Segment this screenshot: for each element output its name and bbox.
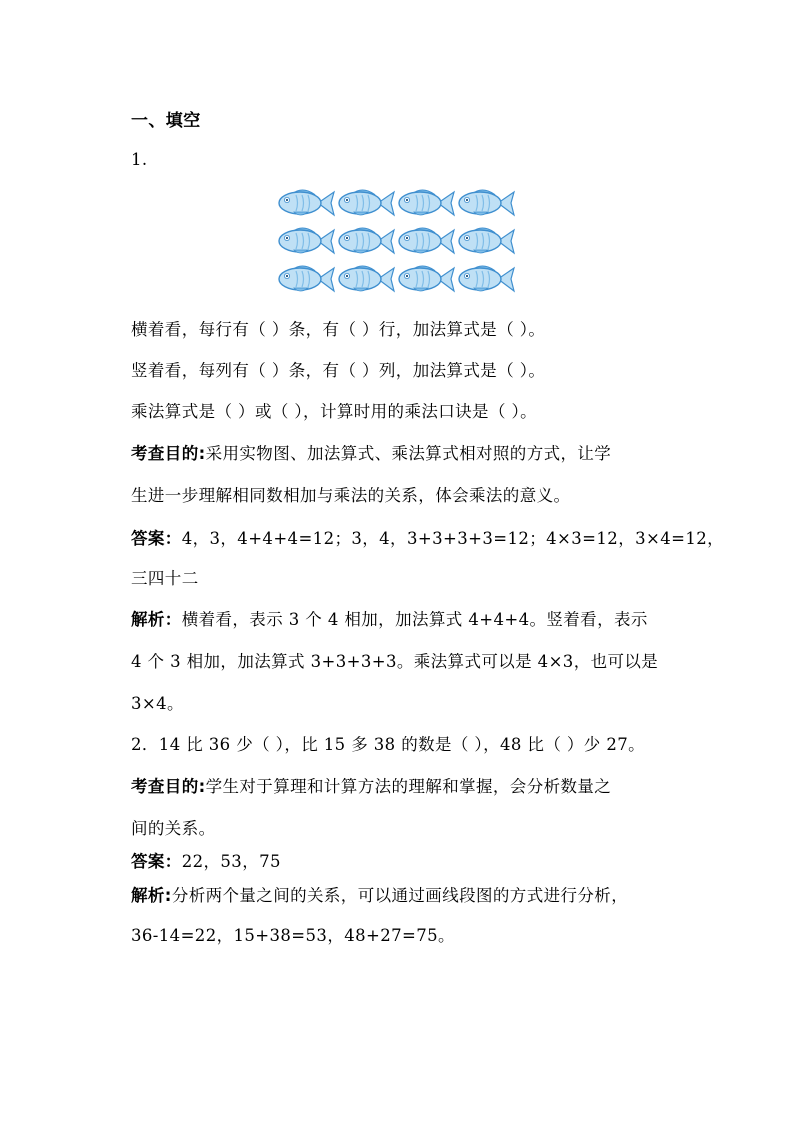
q1-analysis-text-1: 横着看，表示 3 个 4 相加，加法算式 4+4+4。竖着看，表示 bbox=[181, 610, 648, 629]
q2-purpose-text-2: 间的关系。 bbox=[131, 819, 216, 838]
q1-vertical-question: 竖着看，每列有（ ）条，有（ ）列，加法算式是（ ）。 bbox=[131, 361, 546, 380]
q1-answer-label: 答案： bbox=[131, 529, 182, 548]
question-1-number: 1. bbox=[131, 150, 148, 169]
q2-analysis-text-1: 分析两个量之间的关系，可以通过画线段图的方式进行分析， bbox=[171, 886, 629, 905]
fish-icon bbox=[339, 266, 394, 291]
q1-purpose bbox=[131, 440, 611, 464]
q1-analysis-text-2: 4 个 3 相加，加法算式 3+3+3+3。乘法算式可以是 4×3，也可以是 bbox=[131, 652, 659, 671]
fish-grid-svg bbox=[276, 184, 516, 300]
fish-icon bbox=[459, 266, 514, 291]
q1-purpose-text-2: 生进一步理解相同数相加与乘法的关系，体会乘法的意义。 bbox=[131, 486, 571, 505]
q2-answer-text: 22，53，75 bbox=[181, 852, 281, 871]
q1-purpose-text-1: 采用实物图、加法算式、乘法算式相对照的方式，让学 bbox=[205, 444, 612, 463]
fish-icon bbox=[339, 228, 394, 253]
fish-icon bbox=[279, 190, 334, 215]
q1-analysis bbox=[131, 606, 648, 630]
fish-icon bbox=[399, 266, 454, 291]
q2-answer-label: 答案： bbox=[131, 852, 182, 871]
fish-icon bbox=[279, 228, 334, 253]
q1-answer-text-2: 三四十二 bbox=[131, 569, 199, 588]
fish-grid-image bbox=[276, 184, 516, 300]
q2-answer bbox=[131, 848, 281, 872]
q1-analysis-label: 解析： bbox=[131, 610, 182, 629]
q2-purpose-label: 考查目的: bbox=[131, 777, 206, 796]
q2-purpose-text-1: 学生对于算理和计算方法的理解和掌握，会分析数量之 bbox=[205, 777, 612, 796]
q1-multiply-question: 乘法算式是（ ）或（ ），计算时用的乘法口诀是（ ）。 bbox=[131, 402, 538, 421]
fish-icon bbox=[279, 266, 334, 291]
q1-answer-text-1: 4，3，4+4+4=12；3，4，3+3+3+3=12；4×3=12，3×4=12， bbox=[181, 529, 725, 548]
q1-purpose-label: 考查目的: bbox=[131, 444, 206, 463]
q1-analysis-text-3: 3×4。 bbox=[131, 694, 184, 713]
q2-analysis-text-2: 36-14=22，15+38=53，48+27=75。 bbox=[131, 926, 455, 945]
fish-icon bbox=[459, 228, 514, 253]
q1-answer bbox=[131, 525, 724, 549]
fish-icon bbox=[339, 190, 394, 215]
fish-icon bbox=[399, 190, 454, 215]
fish-icon bbox=[459, 190, 514, 215]
question-2: 2．14 比 36 少（ ），比 15 多 38 的数是（ ），48 比（ ）少 27。 bbox=[131, 735, 646, 754]
section-title: 一、填空 bbox=[131, 111, 201, 131]
q1-horizontal-question: 横着看，每行有（ ）条，有（ ）行，加法算式是（ ）。 bbox=[131, 320, 546, 339]
q2-analysis bbox=[131, 882, 628, 906]
q2-purpose bbox=[131, 773, 611, 797]
fish-icon bbox=[399, 228, 454, 253]
q2-analysis-label: 解析: bbox=[131, 886, 172, 905]
